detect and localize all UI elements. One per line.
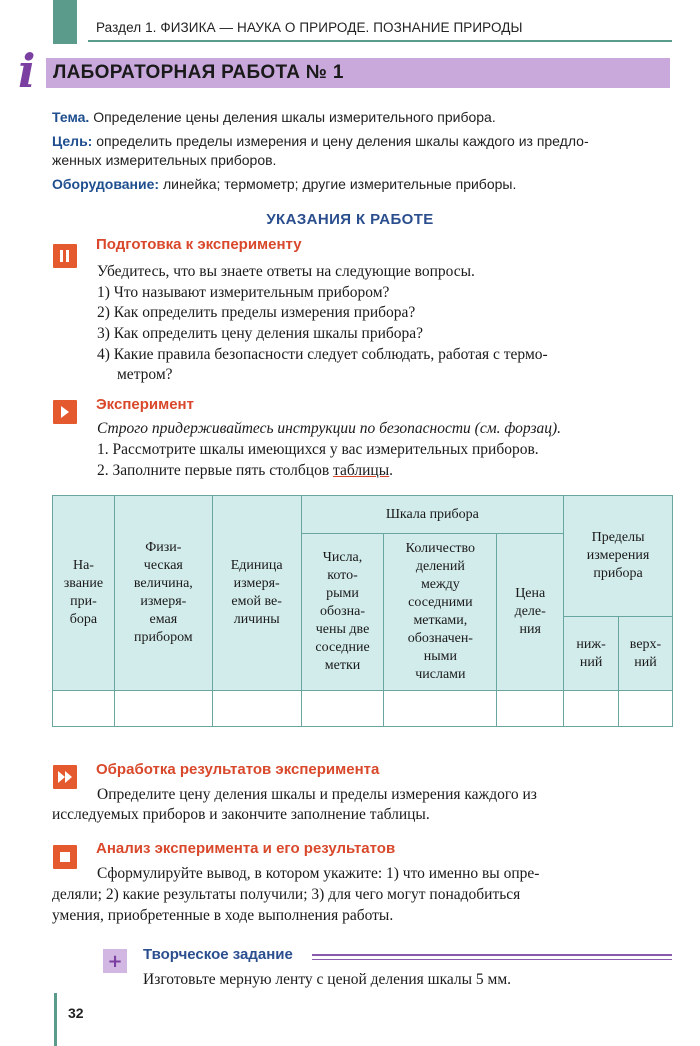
table-link[interactable]: таблицы — [333, 462, 390, 479]
header-numbers: Числа, кото- рыми обозна- чены две соседние метки — [301, 534, 384, 691]
table-cell[interactable] — [564, 691, 619, 727]
table-cell[interactable] — [212, 691, 301, 727]
pause-icon — [53, 244, 77, 268]
goal-label: Цель: — [52, 133, 93, 149]
equipment-text: линейка; термометр; другие измерительные приборы. — [162, 176, 517, 192]
equipment-label: Оборудование: — [52, 176, 160, 192]
topic-text: Определение цены деления шкалы измерительного прибора. — [93, 109, 496, 125]
goal-text-2: женных измерительных приборов. — [52, 152, 277, 168]
table-cell[interactable] — [384, 691, 497, 727]
header-divisions: Количество делений между соседними метками, обозначен- ными числами — [384, 534, 497, 691]
section-header: Раздел 1. ФИЗИКА — НАУКА О ПРИРОДЕ. ПОЗНАНИЕ ПРИРОДЫ — [96, 20, 523, 35]
header-name: На- звание при- бора — [53, 496, 115, 691]
safety-note: Строго придерживайтесь инструкции по безопасности (см. форзац). — [97, 420, 562, 437]
processing-text-2: исследуемых приборов и закончите заполнение таблицы. — [52, 806, 430, 823]
analysis-text-3: умения, приобретенные в ходе выполнения работы. — [52, 907, 394, 924]
page-number: 32 — [68, 1005, 84, 1021]
fast-forward-icon — [53, 765, 77, 789]
header-scale-group: Шкала прибора — [301, 496, 564, 534]
processing-title: Обработка результатов эксперимента — [96, 761, 380, 778]
processing-text-1: Определите цену деления шкалы и пределы измерения каждого из — [97, 786, 537, 803]
analysis-title: Анализ эксперимента и его результатов — [96, 840, 396, 857]
header-divider — [88, 40, 672, 42]
topic-label: Тема. — [52, 109, 90, 125]
goal-text-1: определить пределы измерения и цену деления шкалы каждого из предло- — [96, 133, 589, 149]
step-2-prefix: 2. Заполните первые пять столбцов — [97, 462, 334, 479]
header-unit: Единица измеря- емой ве- личины — [212, 496, 301, 691]
prep-intro: Убедитесь, что вы знаете ответы на следующие вопросы. — [97, 263, 475, 280]
table-cell[interactable] — [114, 691, 212, 727]
prep-question-3: 3) Как определить цену деления шкалы прибора? — [97, 325, 424, 342]
creative-text: Изготовьте мерную ленту с ценой деления шкалы 5 мм. — [143, 971, 512, 988]
results-table — [52, 495, 673, 727]
step-2-suffix: . — [389, 462, 394, 479]
prep-question-2: 2) Как определить пределы измерения прибора? — [97, 304, 416, 321]
header-limits-group: Пределы измерения прибора — [564, 496, 673, 617]
experiment-step-1: 1. Рассмотрите шкалы имеющихся у вас измерительных приборов. — [97, 441, 539, 458]
prep-question-4b: метром? — [117, 366, 173, 383]
instructions-title: УКАЗАНИЯ К РАБОТЕ — [266, 211, 434, 228]
topic-line — [52, 107, 682, 127]
header-quantity: Физи- ческая величина, измеря- емая прибором — [114, 496, 212, 691]
prep-question-1: 1) Что называют измерительным прибором? — [97, 284, 390, 301]
analysis-text-1: Сформулируйте вывод, в котором укажите: 1) что именно вы опре- — [97, 865, 540, 882]
stop-icon — [53, 845, 77, 869]
equipment-line — [52, 174, 682, 194]
corner-accent — [53, 0, 77, 44]
info-icon: i — [18, 44, 36, 98]
prep-title: Подготовка к эксперименту — [96, 236, 302, 253]
creative-rule-thick — [312, 954, 672, 956]
table-cell[interactable] — [619, 691, 673, 727]
table-cell[interactable] — [497, 691, 564, 727]
header-price: Цена деле- ния — [497, 534, 564, 691]
experiment-step-2 — [97, 461, 687, 481]
goal-line — [52, 131, 682, 151]
header-upper: верх- ний — [619, 617, 673, 691]
prep-question-4a: 4) Какие правила безопасности следует соблюдать, работая с термо- — [97, 346, 548, 363]
lab-title: ЛАБОРАТОРНАЯ РАБОТА № 1 — [53, 62, 344, 83]
plus-icon: + — [103, 949, 127, 973]
analysis-text-2: деляли; 2) какие результаты получили; 3) для чего могут понадобиться — [52, 886, 521, 903]
page-accent — [54, 993, 57, 1046]
creative-rule-thin — [312, 959, 672, 960]
play-icon — [53, 400, 77, 424]
table-cell[interactable] — [301, 691, 384, 727]
creative-title: Творческое задание — [143, 946, 293, 963]
header-lower: ниж- ний — [564, 617, 619, 691]
table-row — [53, 691, 673, 727]
experiment-title: Эксперимент — [96, 396, 194, 413]
table-cell[interactable] — [53, 691, 115, 727]
